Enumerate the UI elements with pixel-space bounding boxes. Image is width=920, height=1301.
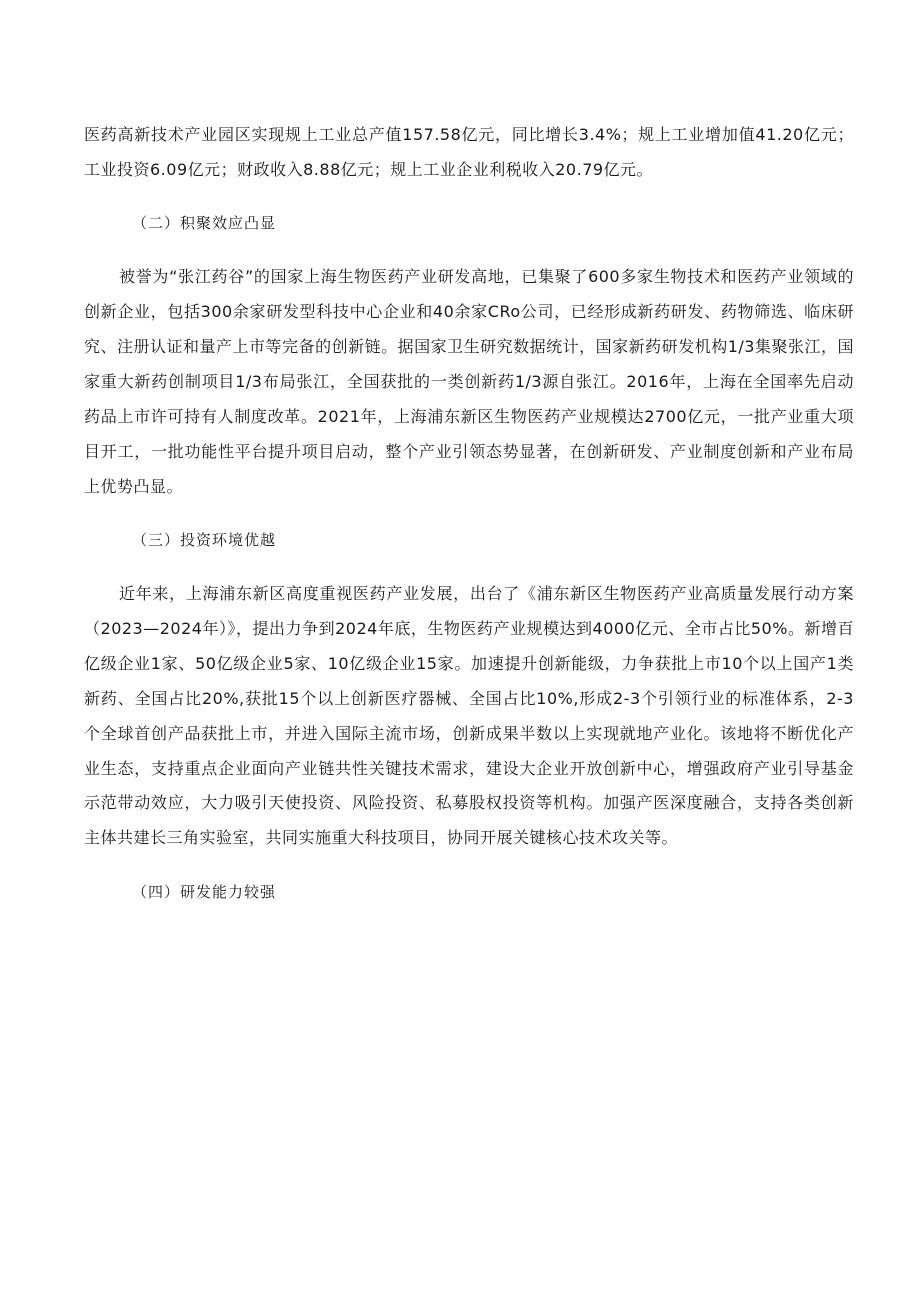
- paragraph-pudong-action-plan: 近年来，上海浦东新区高度重视医药产业发展，出台了《浦东新区生物医药产业高质量发展行动方案（2023—2024年）》，提出力争到2024年底，生物医药产业规模达到4000亿元、全市占比50%。新增百亿级企业1家、50亿级企业5家、10亿级企业15家。加速提升创新能级，力争获批上市10个以上国产1类新药、全国占比20%,获批15个以上创新医疗器械、全国占比10%,形成2-3个引领行业的标准体系，2-3个全球首创产品获批上市，并进入国际主流市场，创新成果半数以上实现就地产业化。该地将不断优化产业生态，支持重点企业面向产业链共性关键技术需求，建设大企业开放创新中心，增强政府产业引导基金示范带动效应，大力吸引天使投资、风险投资、私募股权投资等机构。加强产医深度融合，支持各类创新主体共建长三角实验室，共同实施重大科技项目，协同开展关键核心技术攻关等。: [84, 583, 854, 848]
- paragraph-industrial-output: 医药高新技术产业园区实现规上工业总产值157.58亿元，同比增长3.4%；规上工业增加值41.20亿元；工业投资6.09亿元；财政收入8.88亿元；规上工业企业利税收入20.79亿元。: [84, 125, 854, 179]
- section-heading-investment-environment: （三）投资环境优越: [132, 531, 277, 550]
- section-heading-agglomeration: （二）积聚效应凸显: [132, 214, 277, 233]
- paragraph-zhangjiang-pharma-valley: 被誉为“张江药谷”的国家上海生物医药产业研发高地，已集聚了600多家生物技术和医药产业领域的创新企业，包括300余家研发型科技中心企业和40余家CRo公司，已经形成新药研发、药物筛选、临床研究、注册认证和量产上市等完备的创新链。据国家卫生研究数据统计，国家新药研发机构1/3集聚张江，国家重大新药创制项目1/3布局张江，全国获批的一类创新药1/3源自张江。2016年，上海在全国率先启动药品上市许可持有人制度改革。2021年，上海浦东新区生物医药产业规模达2700亿元，一批产业重大项目开工，一批功能性平台提升项目启动，整个产业引领态势显著，在创新研发、产业制度创新和产业布局上优势凸显。: [84, 267, 854, 496]
- section-heading-rd-capability: （四）研发能力较强: [132, 882, 277, 901]
- document-page: [84, 118, 854, 910]
